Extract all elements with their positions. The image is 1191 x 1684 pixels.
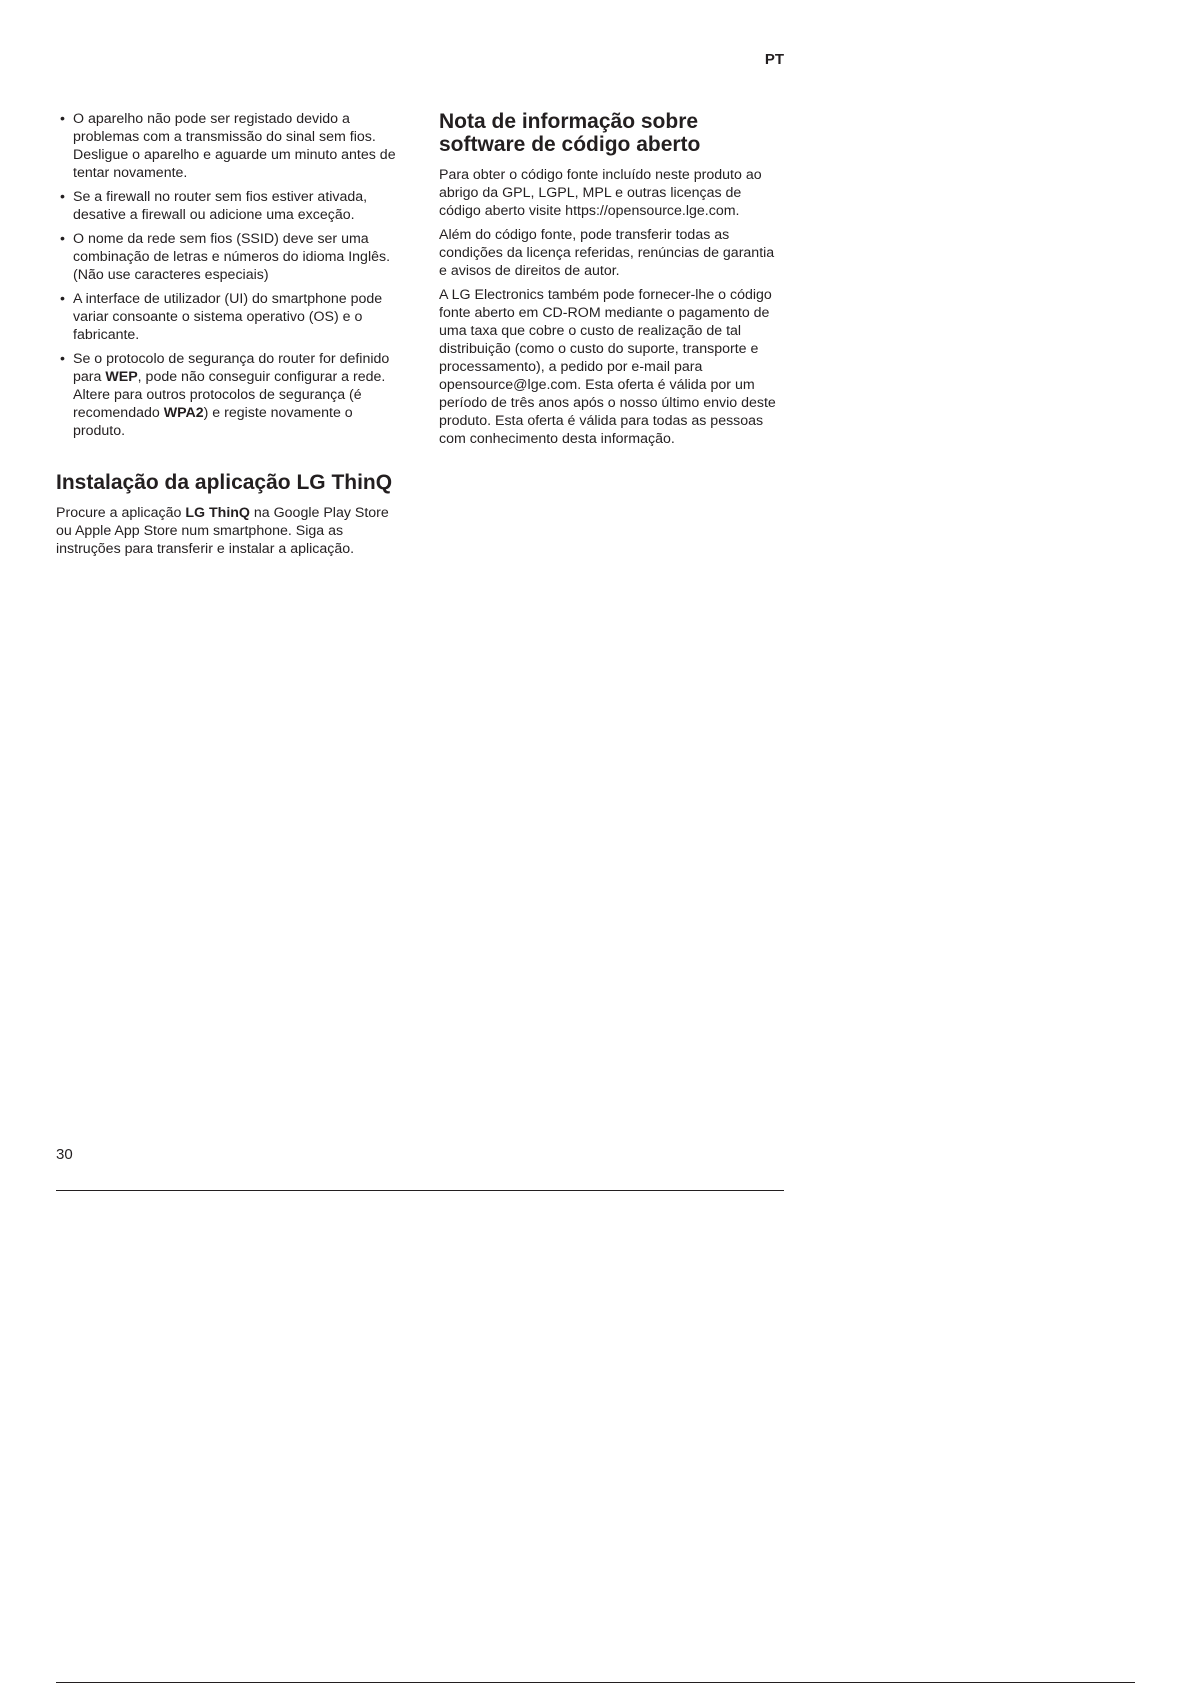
list-item-text: A interface de utilizador (UI) do smartphone pode variar consoante o sistema operativo (OS) e o fabricante. bbox=[73, 291, 383, 343]
bullet-icon: • bbox=[60, 231, 65, 247]
open-source-heading: Nota de informação sobre software de código aberto bbox=[439, 110, 701, 156]
open-source-paragraph: Além do código fonte, pode transferir todas as condições da licença referidas, renúncias de garantia e avisos de direitos de autor. bbox=[439, 227, 775, 279]
list-item bbox=[56, 230, 401, 284]
bullet-icon: • bbox=[60, 189, 65, 205]
install-text: Procure a aplicação bbox=[56, 505, 186, 521]
open-source-paragraph: A LG Electronics também pode fornecer-lhe o código fonte aberto em CD-ROM mediante o pagamento de uma taxa que cobre o custo de realização de tal distribuição (como o custo do suporte, transporte e processamento), a pedido por e-mail para opensource@lge.com. Esta oferta é válida por um período de três anos após o nosso último envio deste produto. Esta oferta é válida para todas as pessoas com conhecimento desta informação. bbox=[439, 287, 776, 447]
install-app-heading: Instalação da aplicação LG ThinQ bbox=[56, 471, 393, 494]
list-item bbox=[56, 350, 401, 440]
footer-divider bbox=[56, 1190, 784, 1191]
list-item bbox=[56, 290, 401, 344]
bottom-divider bbox=[56, 1682, 1135, 1683]
wpa2-term: WPA2 bbox=[163, 405, 204, 421]
wep-term: WEP bbox=[105, 369, 138, 385]
install-app-paragraph bbox=[56, 504, 401, 558]
list-item-text: ) e registe novamente o produto. bbox=[73, 405, 353, 439]
right-column bbox=[439, 110, 784, 454]
troubleshooting-list bbox=[56, 110, 401, 440]
page-number: 30 bbox=[56, 1146, 73, 1163]
open-source-paragraph: Para obter o código fonte incluído neste produto ao abrigo da GPL, LGPL, MPL e outras licenças de código aberto visite https://opensource.lge.com. bbox=[439, 167, 762, 219]
bullet-icon: • bbox=[60, 291, 65, 307]
list-item-text: Se a firewall no router sem fios estiver ativada, desative a firewall ou adicione uma exceção. bbox=[73, 189, 368, 223]
list-item bbox=[56, 188, 401, 224]
list-item bbox=[56, 110, 401, 182]
bullet-icon: • bbox=[60, 351, 65, 367]
left-column bbox=[56, 110, 401, 564]
app-name: LG ThinQ bbox=[185, 505, 250, 521]
list-item-text: O aparelho não pode ser registado devido a problemas com a transmissão do sinal sem fios. Desligue o aparelho e aguarde um minuto antes de tentar novamente. bbox=[73, 111, 396, 181]
list-item-text: , pode não conseguir configurar a rede. Altere para outros protocolos de segurança (é recomendado bbox=[73, 369, 386, 421]
list-item-text: O nome da rede sem fios (SSID) deve ser uma combinação de letras e números do idioma Inglês. (Não use caracteres especiais) bbox=[73, 231, 391, 283]
install-text: na Google Play Store ou Apple App Store num smartphone. Siga as instruções para transferir e instalar a aplicação. bbox=[56, 505, 389, 557]
bullet-icon: • bbox=[60, 111, 65, 127]
language-code: PT bbox=[764, 51, 784, 68]
list-item-text: Se o protocolo de segurança do router for definido para bbox=[73, 351, 390, 385]
